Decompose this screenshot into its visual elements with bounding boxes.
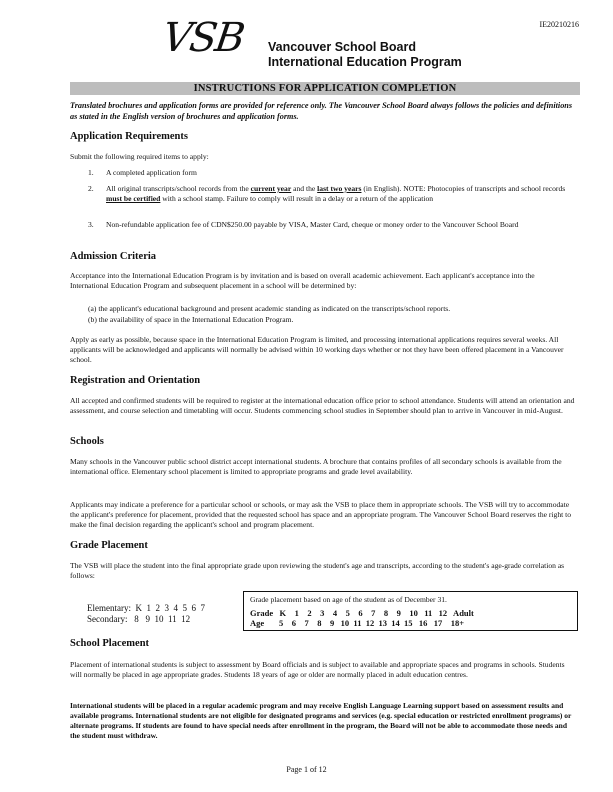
grade-placement-paragraph: The VSB will place the student into the final appropriate grade upon reviewing the student's age and transcripts, according to the student's age-grade correlation as follows: [70, 561, 565, 580]
admission-paragraph-2: Apply as early as possible, because space in the International Education Program is limited, and processing international applications requires several weeks. All applicants will be acknowledged and applicants will normally be advised within 10 working days whether or not they have been offered placement in a Vancouver school. [70, 335, 564, 364]
text-run: and the [291, 184, 318, 193]
page-number: Page 1 of 12 [286, 765, 327, 774]
admission-criterion-a: (a) the applicant's educational background and present academic standing as indicated on the transcripts/school reports. [88, 304, 451, 313]
elementary-grades: Elementary: K 1 2 3 4 5 6 7 [87, 603, 205, 613]
emphasis-last-two-years: last two years [317, 184, 362, 193]
application-requirements-heading: Application Requirements [70, 131, 188, 142]
org-line-1: Vancouver School Board [268, 40, 416, 54]
list-number: 2. [88, 184, 94, 193]
application-requirements-lead: Submit the following required items to apply: [70, 152, 209, 161]
requirement-item-2 [88, 184, 573, 204]
admission-paragraph-1: Acceptance into the International Education Program is by invitation and is based on overall academic achievement. Each applicant's acceptance into the International Education Program and subsequent placement in a school will be determined by: [70, 271, 535, 290]
text-run: with a school stamp. Failure to comply will result in a delay or a return of the application [160, 194, 434, 203]
org-line-2: International Education Program [268, 55, 462, 69]
admission-criteria-heading: Admission Criteria [70, 251, 157, 262]
schools-heading: Schools [70, 436, 104, 447]
text-run: All original transcripts/school records from the [106, 184, 251, 193]
admission-criterion-b: (b) the availability of space in the International Education Program. [88, 315, 294, 324]
requirement-item-3 [88, 220, 573, 230]
emphasis-must-be-certified: must be certified [106, 194, 161, 203]
grade-placement-heading: Grade Placement [70, 540, 148, 551]
grade-levels-list [87, 603, 205, 625]
emphasis-current-year: current year [250, 184, 292, 193]
list-number: 3. [88, 220, 94, 229]
list-text [106, 184, 573, 204]
age-grade-table [243, 591, 578, 631]
age-row: Age 5 6 7 8 9 10 11 12 13 14 15 16 17 18+ [250, 618, 465, 628]
age-grade-caption: Grade placement based on age of the student as of December 31. [250, 595, 447, 604]
schools-paragraph-1: Many schools in the Vancouver public school district accept international students. A brochure that contains profiles of all secondary schools is available from the international office. Elementary school placement is limited to appropriate programs and grade level availability. [70, 457, 562, 476]
document-id: IE20210216 [539, 20, 579, 29]
instructions-banner: INSTRUCTIONS FOR APPLICATION COMPLETION [70, 82, 580, 95]
list-text: Non-refundable application fee of CDN$250.00 payable by VISA, Master Card, cheque or money order to the Vancouver School Board [106, 220, 519, 229]
schools-paragraph-2: Applicants may indicate a preference for a particular school or schools, or may ask the VSB to place them in appropriate schools. The VSB will try to accommodate the applicant's preference for placement, provided that the requested school has space and an appropriate program. The Vancouver School Board reserves the right to make the final decision regarding the applicant's school and program placement. [70, 500, 572, 529]
translation-notice: Translated brochures and application forms are provided for reference only. The Vancouver School Board always follows the policies and definitions as stated in the English version of brochures and application forms. [70, 101, 573, 121]
registration-paragraph: All accepted and confirmed students will be required to register at the international education office prior to school attendance. Students will attend an orientation and assessment, and course selection and timetabling will occur. Students commencing school studies in September should plan to arrive in Vancouver in mid-August. [70, 396, 575, 415]
registration-heading: Registration and Orientation [70, 375, 201, 386]
vsb-logo: VSB [159, 15, 246, 61]
school-placement-paragraph: Placement of international students is subject to assessment by Board officials and is subject to available and appropriate spaces and programs in schools. Students will normally be placed in age appropriate grades. Students 18 years of age or older are normally placed in adult education centres. [70, 660, 565, 679]
school-placement-heading: School Placement [70, 638, 150, 649]
grade-row: Grade K 1 2 3 4 5 6 7 8 9 10 11 12 Adult [250, 608, 474, 618]
requirement-item-1 [88, 168, 573, 178]
text-run: (in English). NOTE: Photocopies of transcripts and school records [361, 184, 566, 193]
international-students-notice: International students will be placed in a regular academic program and may receive English Language Learning support based on assessment results and available programs. International students are not eligible for designated programs and services (e.g. special education or restricted enrollment programs) or alternate programs. If students are found to have special needs after enrollment in the program, the Board will not be able to accommodate those needs and the student must withdraw. [70, 701, 572, 740]
list-number: 1. [88, 168, 94, 177]
organization-name [268, 40, 462, 70]
secondary-grades: Secondary: 8 9 10 11 12 [87, 614, 191, 624]
list-text: A completed application form [106, 168, 197, 177]
